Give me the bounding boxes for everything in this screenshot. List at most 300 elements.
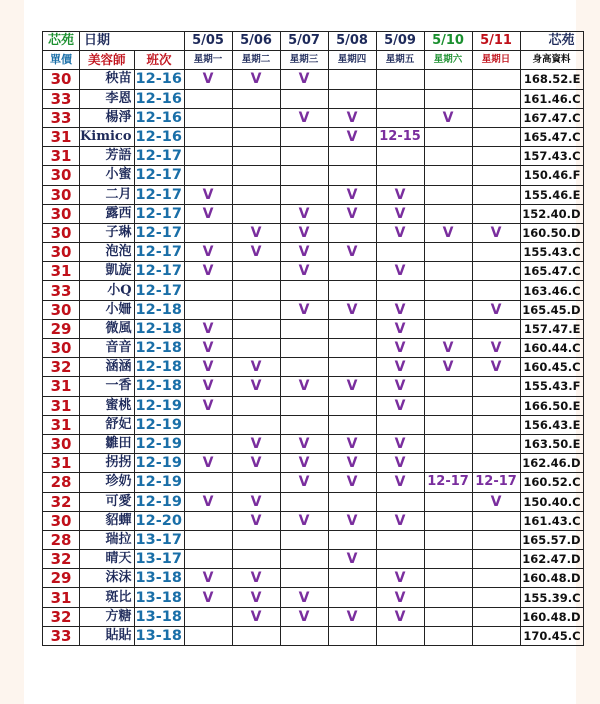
schedule-mark-cell: V xyxy=(280,607,328,626)
class-cell: 12-18 xyxy=(134,319,184,338)
schedule-mark-cell xyxy=(424,588,472,607)
schedule-mark-cell: V xyxy=(280,434,328,453)
schedule-mark-cell: V xyxy=(232,223,280,242)
table-row xyxy=(43,204,584,223)
schedule-mark-cell xyxy=(232,127,280,146)
schedule-mark-cell xyxy=(328,166,376,185)
schedule-mark-cell: V xyxy=(280,473,328,492)
class-cell: 12-19 xyxy=(134,473,184,492)
schedule-mark-cell xyxy=(424,147,472,166)
schedule-mark-cell: V xyxy=(328,550,376,569)
price-cell: 31 xyxy=(43,262,80,281)
table-row xyxy=(43,550,584,569)
table-row xyxy=(43,588,584,607)
schedule-mark-cell xyxy=(424,377,472,396)
shop-label: 芯苑 xyxy=(43,32,80,51)
schedule-mark-cell: V xyxy=(232,607,280,626)
class-column-header: 班次 xyxy=(134,51,184,70)
schedule-mark-cell xyxy=(472,147,520,166)
schedule-mark-cell xyxy=(184,89,232,108)
table-row xyxy=(43,434,584,453)
date-header-sunday: 5/11 xyxy=(472,32,520,51)
schedule-mark-cell xyxy=(424,262,472,281)
schedule-mark-cell xyxy=(424,319,472,338)
price-cell: 28 xyxy=(43,473,80,492)
schedule-mark-cell: V xyxy=(232,70,280,89)
schedule-mark-cell xyxy=(376,147,424,166)
date-label: 日期 xyxy=(80,32,185,51)
schedule-mark-cell xyxy=(280,530,328,549)
schedule-mark-cell xyxy=(472,243,520,262)
schedule-mark-cell xyxy=(232,166,280,185)
height-info-cell: 155.43.C xyxy=(520,243,583,262)
schedule-mark-cell xyxy=(328,319,376,338)
beautician-column-header: 美容師 xyxy=(80,51,135,70)
schedule-mark-cell xyxy=(376,415,424,434)
schedule-mark-cell xyxy=(232,626,280,645)
class-cell: 12-17 xyxy=(134,262,184,281)
schedule-mark-cell xyxy=(472,108,520,127)
price-cell: 32 xyxy=(43,550,80,569)
price-cell: 31 xyxy=(43,127,80,146)
schedule-mark-cell xyxy=(232,473,280,492)
schedule-mark-cell xyxy=(328,89,376,108)
height-info-cell: 150.40.C xyxy=(520,492,583,511)
price-cell: 31 xyxy=(43,454,80,473)
schedule-mark-cell xyxy=(424,243,472,262)
schedule-mark-cell: V xyxy=(184,396,232,415)
schedule-mark-cell xyxy=(184,626,232,645)
schedule-mark-cell xyxy=(328,281,376,300)
schedule-mark-cell xyxy=(232,204,280,223)
height-info-cell: 168.52.E xyxy=(520,70,583,89)
table-row xyxy=(43,358,584,377)
schedule-mark-cell xyxy=(424,434,472,453)
schedule-mark-cell: V xyxy=(472,223,520,242)
beautician-name-cell: 凱旋 xyxy=(80,262,135,281)
schedule-mark-cell xyxy=(424,300,472,319)
height-info-cell: 160.48.D xyxy=(520,569,583,588)
schedule-mark-cell xyxy=(472,127,520,146)
schedule-mark-cell xyxy=(280,550,328,569)
class-cell: 12-18 xyxy=(134,300,184,319)
class-cell: 12-17 xyxy=(134,243,184,262)
beautician-name-cell: 楊淨 xyxy=(80,108,135,127)
schedule-mark-cell: V xyxy=(424,223,472,242)
date-header-saturday: 5/10 xyxy=(424,32,472,51)
height-info-cell: 166.50.E xyxy=(520,396,583,415)
table-row xyxy=(43,108,584,127)
schedule-mark-cell xyxy=(472,511,520,530)
table-row xyxy=(43,223,584,242)
schedule-mark-cell xyxy=(280,147,328,166)
schedule-mark-cell xyxy=(280,127,328,146)
schedule-mark-cell xyxy=(472,626,520,645)
weekday-header: 星期五 xyxy=(376,51,424,70)
schedule-mark-cell: V xyxy=(280,243,328,262)
date-header: 5/08 xyxy=(328,32,376,51)
table-row xyxy=(43,473,584,492)
schedule-mark-cell xyxy=(472,204,520,223)
beautician-name-cell: 瑞拉 xyxy=(80,530,135,549)
schedule-mark-cell: V xyxy=(328,185,376,204)
schedule-mark-cell: 12-17 xyxy=(472,473,520,492)
schedule-mark-cell xyxy=(328,588,376,607)
table-row xyxy=(43,569,584,588)
schedule-mark-cell: V xyxy=(328,204,376,223)
class-cell: 12-16 xyxy=(134,127,184,146)
beautician-name-cell: 子琳 xyxy=(80,223,135,242)
schedule-mark-cell: 12-17 xyxy=(424,473,472,492)
class-cell: 12-19 xyxy=(134,492,184,511)
height-info-cell: 160.52.C xyxy=(520,473,583,492)
schedule-mark-cell: V xyxy=(376,569,424,588)
schedule-mark-cell xyxy=(472,550,520,569)
beautician-name-cell: Kimico xyxy=(80,127,135,146)
schedule-mark-cell xyxy=(472,396,520,415)
height-info-cell: 165.47.C xyxy=(520,262,583,281)
schedule-mark-cell: V xyxy=(424,108,472,127)
schedule-mark-cell xyxy=(472,530,520,549)
schedule-mark-cell xyxy=(328,262,376,281)
height-info-cell: 155.39.C xyxy=(520,588,583,607)
schedule-mark-cell xyxy=(280,626,328,645)
schedule-mark-cell: V xyxy=(376,607,424,626)
schedule-mark-cell xyxy=(280,492,328,511)
table-row xyxy=(43,319,584,338)
height-info-cell: 160.44.C xyxy=(520,339,583,358)
schedule-mark-cell xyxy=(280,281,328,300)
class-cell: 12-19 xyxy=(134,434,184,453)
schedule-mark-cell xyxy=(328,147,376,166)
table-row xyxy=(43,415,584,434)
class-cell: 13-18 xyxy=(134,607,184,626)
class-cell: 12-17 xyxy=(134,281,184,300)
schedule-mark-cell xyxy=(424,511,472,530)
schedule-mark-cell: V xyxy=(376,358,424,377)
schedule-mark-cell: V xyxy=(184,569,232,588)
height-info-cell: 163.50.E xyxy=(520,434,583,453)
schedule-mark-cell: V xyxy=(376,377,424,396)
schedule-mark-cell: V xyxy=(280,108,328,127)
beautician-name-cell: 李恩 xyxy=(80,89,135,108)
height-info-cell: 157.43.C xyxy=(520,147,583,166)
schedule-mark-cell xyxy=(184,434,232,453)
schedule-mark-cell xyxy=(376,281,424,300)
schedule-mark-cell: V xyxy=(184,70,232,89)
schedule-mark-cell: V xyxy=(232,454,280,473)
beautician-name-cell: 涵涵 xyxy=(80,358,135,377)
table-row xyxy=(43,396,584,415)
table-row xyxy=(43,89,584,108)
height-info-cell: 167.47.C xyxy=(520,108,583,127)
class-cell: 12-17 xyxy=(134,147,184,166)
class-cell: 12-17 xyxy=(134,204,184,223)
table-row xyxy=(43,607,584,626)
schedule-mark-cell xyxy=(232,396,280,415)
schedule-mark-cell xyxy=(328,530,376,549)
schedule-mark-cell xyxy=(376,626,424,645)
beautician-name-cell: 泡泡 xyxy=(80,243,135,262)
schedule-mark-cell xyxy=(328,339,376,358)
schedule-mark-cell: V xyxy=(328,454,376,473)
schedule-mark-cell xyxy=(472,262,520,281)
class-cell: 13-17 xyxy=(134,530,184,549)
schedule-mark-cell: V xyxy=(232,569,280,588)
schedule-mark-cell: V xyxy=(184,243,232,262)
schedule-mark-cell xyxy=(424,530,472,549)
price-cell: 32 xyxy=(43,607,80,626)
schedule-mark-cell xyxy=(472,377,520,396)
price-cell: 31 xyxy=(43,415,80,434)
schedule-mark-cell xyxy=(472,89,520,108)
class-cell: 12-19 xyxy=(134,454,184,473)
price-cell: 28 xyxy=(43,530,80,549)
class-cell: 12-18 xyxy=(134,358,184,377)
schedule-mark-cell xyxy=(424,281,472,300)
class-cell: 12-16 xyxy=(134,108,184,127)
beautician-name-cell: 秧苗 xyxy=(80,70,135,89)
class-cell: 12-18 xyxy=(134,377,184,396)
schedule-mark-cell xyxy=(232,108,280,127)
height-info-cell: 162.47.D xyxy=(520,550,583,569)
beautician-name-cell: 小Q xyxy=(80,281,135,300)
price-cell: 30 xyxy=(43,166,80,185)
schedule-mark-cell xyxy=(424,492,472,511)
schedule-mark-cell: V xyxy=(376,511,424,530)
schedule-mark-cell xyxy=(328,626,376,645)
schedule-mark-cell xyxy=(376,89,424,108)
schedule-mark-cell: V xyxy=(328,473,376,492)
schedule-mark-cell: V xyxy=(184,588,232,607)
class-cell: 12-20 xyxy=(134,511,184,530)
date-header: 5/09 xyxy=(376,32,424,51)
beautician-name-cell: 舒妃 xyxy=(80,415,135,434)
class-cell: 13-18 xyxy=(134,626,184,645)
header-row-labels xyxy=(43,51,584,70)
schedule-mark-cell: V xyxy=(280,204,328,223)
class-cell: 12-17 xyxy=(134,185,184,204)
beautician-name-cell: 露西 xyxy=(80,204,135,223)
schedule-mark-cell xyxy=(472,607,520,626)
table-row xyxy=(43,262,584,281)
schedule-mark-cell xyxy=(184,415,232,434)
schedule-mark-cell xyxy=(232,89,280,108)
schedule-mark-cell xyxy=(232,300,280,319)
schedule-mark-cell: V xyxy=(280,223,328,242)
schedule-mark-cell xyxy=(472,454,520,473)
table-row xyxy=(43,377,584,396)
schedule-mark-cell: V xyxy=(232,492,280,511)
table-row xyxy=(43,281,584,300)
schedule-mark-cell: V xyxy=(280,588,328,607)
date-header: 5/07 xyxy=(280,32,328,51)
price-cell: 31 xyxy=(43,588,80,607)
schedule-mark-cell xyxy=(184,108,232,127)
schedule-mark-cell xyxy=(376,530,424,549)
schedule-mark-cell: V xyxy=(376,319,424,338)
schedule-mark-cell xyxy=(232,147,280,166)
schedule-mark-cell: V xyxy=(328,434,376,453)
schedule-table xyxy=(42,31,584,646)
beautician-name-cell: 晴天 xyxy=(80,550,135,569)
schedule-mark-cell xyxy=(232,319,280,338)
beautician-name-cell: 音音 xyxy=(80,339,135,358)
table-row xyxy=(43,454,584,473)
table-row xyxy=(43,147,584,166)
height-info-cell: 162.46.D xyxy=(520,454,583,473)
schedule-mark-cell: V xyxy=(472,358,520,377)
schedule-mark-cell xyxy=(184,223,232,242)
price-cell: 32 xyxy=(43,358,80,377)
schedule-mark-cell: V xyxy=(472,300,520,319)
schedule-mark-cell: V xyxy=(232,358,280,377)
beautician-name-cell: 一香 xyxy=(80,377,135,396)
price-cell: 30 xyxy=(43,300,80,319)
price-cell: 30 xyxy=(43,243,80,262)
schedule-mark-cell xyxy=(280,396,328,415)
schedule-mark-cell xyxy=(184,300,232,319)
height-info-cell: 160.48.D xyxy=(520,607,583,626)
schedule-mark-cell xyxy=(424,607,472,626)
schedule-mark-cell xyxy=(472,319,520,338)
schedule-mark-cell xyxy=(472,415,520,434)
schedule-mark-cell xyxy=(280,339,328,358)
beautician-name-cell: 雛田 xyxy=(80,434,135,453)
beautician-name-cell: 沫沫 xyxy=(80,569,135,588)
price-cell: 31 xyxy=(43,377,80,396)
schedule-mark-cell: V xyxy=(376,204,424,223)
price-cell: 33 xyxy=(43,89,80,108)
schedule-mark-cell: V xyxy=(328,511,376,530)
schedule-mark-cell xyxy=(472,70,520,89)
schedule-mark-cell xyxy=(328,569,376,588)
table-row xyxy=(43,243,584,262)
price-cell: 30 xyxy=(43,434,80,453)
schedule-mark-cell xyxy=(232,550,280,569)
schedule-mark-cell xyxy=(280,185,328,204)
schedule-mark-cell: V xyxy=(232,243,280,262)
class-cell: 13-18 xyxy=(134,569,184,588)
schedule-mark-cell xyxy=(376,108,424,127)
beautician-name-cell: 方糖 xyxy=(80,607,135,626)
height-info-cell: 165.47.C xyxy=(520,127,583,146)
schedule-mark-cell xyxy=(424,626,472,645)
info-column-header: 身高資料 xyxy=(520,51,583,70)
table-row xyxy=(43,511,584,530)
schedule-mark-cell: V xyxy=(328,243,376,262)
schedule-mark-cell xyxy=(280,569,328,588)
price-cell: 30 xyxy=(43,70,80,89)
schedule-mark-cell xyxy=(424,89,472,108)
schedule-mark-cell xyxy=(184,511,232,530)
schedule-mark-cell xyxy=(232,262,280,281)
schedule-mark-cell: V xyxy=(472,492,520,511)
schedule-mark-cell xyxy=(280,166,328,185)
schedule-mark-cell: V xyxy=(328,607,376,626)
weekday-header: 星期三 xyxy=(280,51,328,70)
schedule-mark-cell: V xyxy=(328,377,376,396)
schedule-mark-cell xyxy=(424,550,472,569)
schedule-mark-cell: V xyxy=(184,358,232,377)
schedule-mark-cell: V xyxy=(232,511,280,530)
height-info-cell: 152.40.D xyxy=(520,204,583,223)
table-row xyxy=(43,492,584,511)
schedule-mark-cell: V xyxy=(376,339,424,358)
schedule-mark-cell xyxy=(424,454,472,473)
schedule-mark-cell: V xyxy=(184,377,232,396)
schedule-mark-cell xyxy=(328,358,376,377)
height-info-cell: 165.45.D xyxy=(520,300,583,319)
schedule-mark-cell xyxy=(184,550,232,569)
table-row xyxy=(43,166,584,185)
schedule-mark-cell xyxy=(328,415,376,434)
schedule-mark-cell: V xyxy=(376,434,424,453)
height-info-cell: 170.45.C xyxy=(520,626,583,645)
schedule-mark-cell: V xyxy=(280,262,328,281)
schedule-mark-cell xyxy=(280,89,328,108)
beautician-name-cell: 蜜桃 xyxy=(80,396,135,415)
schedule-mark-cell: V xyxy=(376,588,424,607)
weekday-header: 星期二 xyxy=(232,51,280,70)
schedule-mark-cell: V xyxy=(328,108,376,127)
price-cell: 32 xyxy=(43,492,80,511)
schedule-mark-cell xyxy=(232,339,280,358)
class-cell: 12-19 xyxy=(134,415,184,434)
beautician-name-cell: 小姍 xyxy=(80,300,135,319)
schedule-mark-cell xyxy=(472,588,520,607)
schedule-mark-cell: V xyxy=(232,434,280,453)
beautician-name-cell: 拐拐 xyxy=(80,454,135,473)
height-info-cell: 163.46.C xyxy=(520,281,583,300)
schedule-mark-cell xyxy=(184,473,232,492)
brand-label: 芯苑 xyxy=(520,32,583,51)
table-row xyxy=(43,70,584,89)
class-cell: 12-19 xyxy=(134,396,184,415)
schedule-mark-cell: V xyxy=(184,319,232,338)
schedule-mark-cell xyxy=(184,166,232,185)
schedule-mark-cell xyxy=(328,492,376,511)
height-info-cell: 161.43.C xyxy=(520,511,583,530)
schedule-mark-cell xyxy=(424,204,472,223)
beautician-name-cell: 貂蟬 xyxy=(80,511,135,530)
height-info-cell: 161.46.C xyxy=(520,89,583,108)
schedule-mark-cell: V xyxy=(376,454,424,473)
class-cell: 12-17 xyxy=(134,223,184,242)
schedule-mark-cell xyxy=(184,530,232,549)
date-header: 5/05 xyxy=(184,32,232,51)
schedule-mark-cell xyxy=(184,147,232,166)
schedule-mark-cell: V xyxy=(424,339,472,358)
price-cell: 29 xyxy=(43,569,80,588)
price-cell: 30 xyxy=(43,511,80,530)
beautician-name-cell: 珍奶 xyxy=(80,473,135,492)
beautician-name-cell: 可愛 xyxy=(80,492,135,511)
table-row xyxy=(43,300,584,319)
schedule-mark-cell xyxy=(232,415,280,434)
schedule-mark-cell xyxy=(472,434,520,453)
height-info-cell: 160.50.D xyxy=(520,223,583,242)
schedule-mark-cell: V xyxy=(376,223,424,242)
schedule-mark-cell: 12-15 xyxy=(376,127,424,146)
height-info-cell: 155.43.F xyxy=(520,377,583,396)
schedule-mark-cell: V xyxy=(280,454,328,473)
schedule-mark-cell: V xyxy=(184,185,232,204)
schedule-mark-cell xyxy=(376,243,424,262)
price-cell: 30 xyxy=(43,223,80,242)
weekday-header: 星期一 xyxy=(184,51,232,70)
schedule-mark-cell xyxy=(328,223,376,242)
